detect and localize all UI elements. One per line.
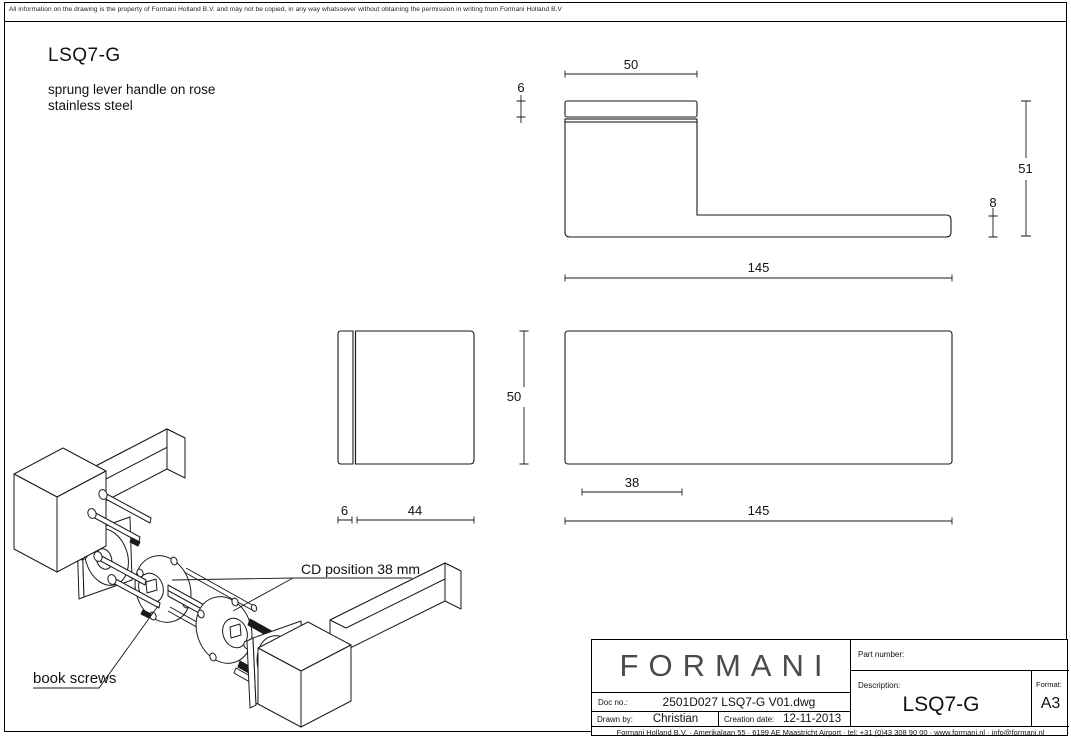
dim-label-side-length: 145 [747,260,770,275]
dim-label-rose-cover: 6 [340,503,349,518]
title-block [591,639,1068,736]
company-address: Formani Holland B.V. · Amerikalaan 55 · 6199 AE Maastricht Airport · tel: +31 (0)43 308 90 00 · www.formani.nl · info@formani.nl [616,727,1045,737]
format-cell [1032,671,1069,727]
spindle-hole-b [230,624,241,638]
creation-date-label: Creation date: [724,714,775,724]
creation-date-cell [719,712,851,727]
dim-label-side-cover-thickness: 6 [517,80,525,95]
logo-cell [592,640,851,693]
book-screws-note: book screws [33,670,117,687]
rose-side-view [338,331,474,464]
side-view [565,101,951,237]
drawn-by-value: Christian [652,713,699,725]
page-title: LSQ7-G [48,45,121,66]
description-cell [851,671,1032,727]
doc-number-label: Doc no.: [598,697,628,707]
dim-label-side-rose-width: 50 [623,57,639,72]
dim-label-rose-body: 44 [407,503,423,518]
rose-side-dimension-lines [338,331,529,524]
plan-view [565,331,952,464]
dim-label-side-lever-thickness: 8 [989,195,997,210]
dim-label-rose-height: 50 [506,389,522,404]
drawn-by-cell [592,712,719,727]
description-label: Description: [858,681,901,690]
cd-position-note: CD position 38 mm [301,561,421,577]
dim-label-plan-cd: 38 [624,475,640,490]
copyright-disclaimer: All information on the drawing is the property of Formani Holland B.V. and may not be copied, in any way whatsoever without obtaining the permission in writing from Formani Holland B.V [9,6,562,13]
lever-a-grip-end [167,429,185,478]
description-value: LSQ7-G [902,693,980,716]
subtitle-line-1: sprung lever handle on rose [48,82,216,97]
side-view-dimension-lines [517,71,1032,282]
format-value: A3 [1040,695,1061,712]
spindle-hole-a [146,579,157,593]
format-label: Format: [1036,680,1062,689]
formani-logo: FORMANI [619,648,833,683]
dim-label-side-height: 51 [1018,161,1033,176]
doc-number-cell [592,693,851,712]
drawn-by-label: Drawn by: [597,714,634,724]
part-number-cell [851,640,1069,671]
subtitle-line-2: stainless steel [48,97,133,113]
creation-date-value: 12-11-2013 [783,713,842,725]
lever-b-grip-end [445,563,461,609]
address-strip [592,727,1069,737]
dim-label-plan-length: 145 [747,503,770,518]
doc-number-value: 2501D027 LSQ7-G V01.dwg [662,695,816,709]
part-number-label: Part number: [858,650,905,659]
